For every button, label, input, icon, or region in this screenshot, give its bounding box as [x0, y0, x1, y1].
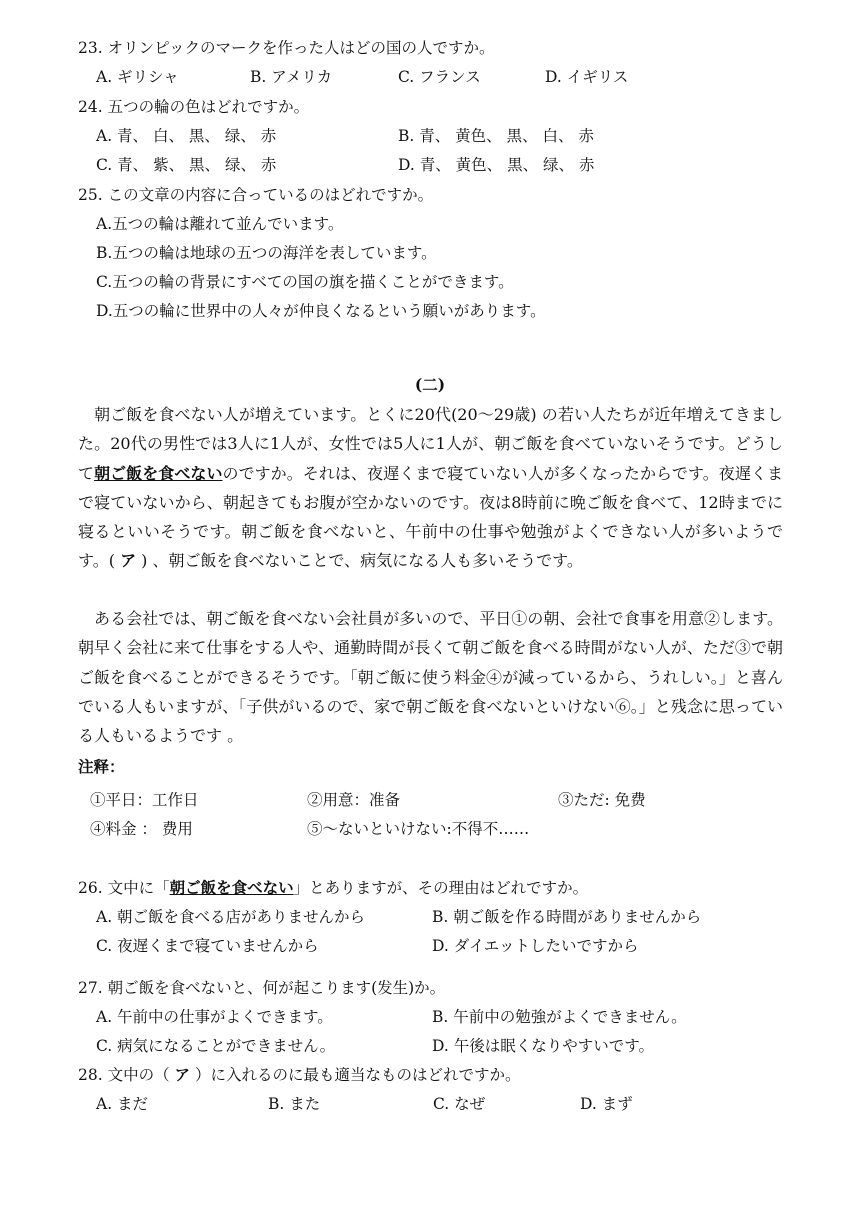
q28-option-c: C. なぜ — [433, 1095, 486, 1113]
q27-option-b: B. 午前中の勉強がよくできません。 — [432, 1008, 687, 1026]
q28-stem-text: 28. 文中の（ — [78, 1066, 175, 1084]
passage-text: ) 、朝ご飯を食べないことで、病気になる人も多いそうです。 — [136, 551, 583, 571]
q27-option-a: A. 午前中の仕事がよくできます。 — [96, 1008, 333, 1026]
q23-option-b: B. アメリカ — [250, 68, 333, 86]
blank-marker: ア — [120, 551, 137, 571]
note-item: ②用意：准备 — [307, 791, 401, 809]
q26-stem-text: 」とありますが、その理由はどれですか。 — [293, 879, 589, 897]
note-item: ③ただ: 免费 — [558, 791, 646, 809]
notes-heading: 注释： — [78, 757, 125, 776]
q23-option-a: A. ギリシャ — [96, 68, 179, 86]
q27-option-d: D. 午後は眠くなりやすいです。 — [432, 1037, 654, 1055]
q26-option-a: A. 朝ご飯を食べる店がありませんから — [96, 908, 366, 926]
passage-text: 朝ご飯を食べない人が増えています。とくに20代(20～29歳) の若い人たちが近年増えてきました。20代の男性では3人に1人が、女性では5人に1人が、朝ご飯を食べていないそうです。どうして — [78, 405, 783, 483]
note-item: ⑤～ないといけない:不得不…… — [307, 820, 530, 838]
q24-stem: 24. 五つの輪の色はどれですか。 — [78, 98, 310, 116]
q25-option-b: B.五つの輪は地球の五つの海洋を表しています。 — [96, 244, 437, 262]
q23-option-c: C. フランス — [398, 68, 481, 86]
q26-stem — [78, 878, 588, 898]
passage-paragraph-2 — [78, 604, 783, 750]
q24-option-c: C. 青、 紫、 黒、 绿、 赤 — [96, 156, 277, 174]
q27-stem: 27. 朝ご飯を食べないと、何が起こります(发生)か。 — [78, 979, 446, 997]
q26-option-c: C. 夜遅くまで寝ていませんから — [96, 937, 319, 955]
passage-paragraph-1 — [78, 400, 783, 576]
q25-stem: 25. この文章の内容に合っているのはどれですか。 — [78, 186, 434, 204]
q28-option-b: B. また — [268, 1095, 321, 1113]
q25-option-c: C.五つの輪の背景にすべての国の旗を描くことができます。 — [96, 273, 514, 291]
q24-option-b: B. 青、 黄色、 黒、 白、 赤 — [398, 127, 594, 145]
q28-stem-text: ）に入れるのに最も適当なものはどれですか。 — [190, 1066, 521, 1084]
q28-stem — [78, 1065, 520, 1085]
q25-option-d: D.五つの輪に世界中の人々が仲良くなるという願いがあります。 — [96, 302, 546, 320]
q25-option-a: A.五つの輪は離れて並んでいます。 — [96, 215, 344, 233]
passage-text: ある会社では、朝ご飯を食べない会社員が多いので、平日①の朝、会社で食事を用意②します。朝早く会社に来て仕事をする人や、通勤時間が長くて朝ご飯を食べる時間がない人が、ただ③で朝ご飯を食べることができるそうです。「朝ご飯に使う料金④が減っているから、うれしい。」と喜んでいる人もいますが、「子供がいるので、家で朝ご飯を食べないといけない⑥。」と残念に思っている人もいるようです 。 — [78, 609, 783, 746]
q26-stem-text: 26. 文中に「 — [78, 879, 170, 897]
q23-stem: 23. オリンピックのマークを作った人はどの国の人ですか。 — [78, 39, 495, 57]
section-title: (二) — [414, 375, 446, 394]
q24-option-a: A. 青、 白、 黒、 绿、 赤 — [96, 127, 277, 145]
q26-option-b: B. 朝ご飯を作る時間がありませんから — [432, 908, 702, 926]
underlined-phrase: 朝ご飯を食べない — [94, 463, 223, 483]
q26-underlined-phrase: 朝ご飯を食べない — [169, 878, 294, 897]
blank-marker: ア — [174, 1065, 191, 1084]
q28-option-d: D. まず — [580, 1095, 633, 1113]
q24-option-d: D. 青、 黄色、 黒、 绿、 赤 — [398, 156, 595, 174]
q27-option-c: C. 病気になることができません。 — [96, 1037, 336, 1055]
note-item: ①平日：工作日 — [90, 791, 199, 809]
q28-option-a: A. まだ — [96, 1095, 149, 1113]
q23-option-d: D. イギリス — [545, 68, 629, 86]
q26-option-d: D. ダイエットしたいですから — [432, 937, 639, 955]
passage-text: のですか。それは、夜遅くまで寝ていない人が多くなったからです。夜遅くまで寝ていないから、朝起きてもお腹が空かないのです。夜は8時前に晩ご飯を食べて、12時までに寝るといいそうです。朝ご飯を食べないと、午前中の仕事や勉強がよくできない人が多いようです。( — [78, 463, 783, 571]
note-item: ④料金 ： 费用 — [90, 820, 193, 838]
